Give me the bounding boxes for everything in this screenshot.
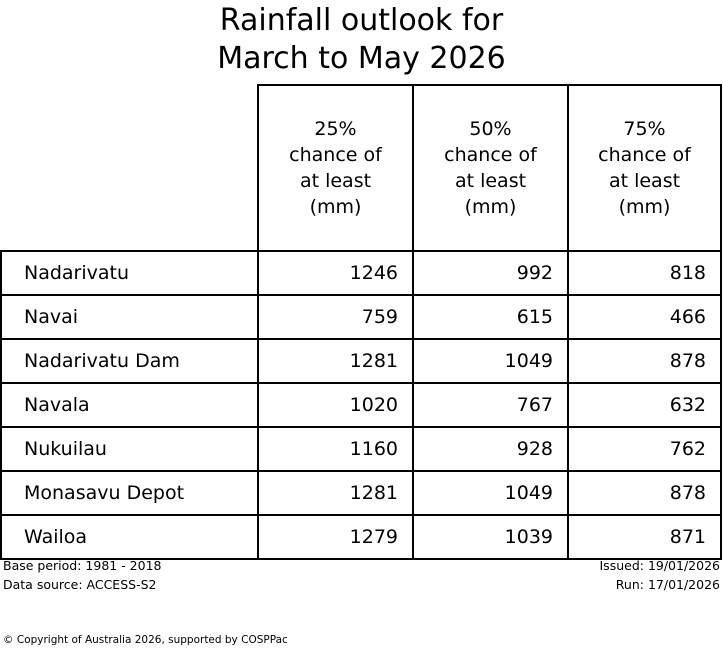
location-name: Nukuilau: [1, 427, 258, 471]
table-corner-cell: [1, 85, 258, 251]
table-body: [1, 251, 721, 559]
table-row: [1, 383, 721, 427]
table-row: [1, 515, 721, 559]
value-75: 762: [568, 427, 721, 471]
value-25: 1246: [258, 251, 413, 295]
value-50: 1049: [413, 471, 568, 515]
value-75: 818: [568, 251, 721, 295]
table-row: [1, 339, 721, 383]
page-title-line-1: Rainfall outlook for: [219, 3, 504, 38]
value-50: 1039: [413, 515, 568, 559]
column-header-25: 25% chance of at least (mm): [258, 85, 413, 251]
value-25: 1279: [258, 515, 413, 559]
value-25: 1020: [258, 383, 413, 427]
footer-row-2: [0, 575, 723, 594]
column-header-50: 50% chance of at least (mm): [413, 85, 568, 251]
value-75: 871: [568, 515, 721, 559]
value-50: 767: [413, 383, 568, 427]
table-header-row: [1, 85, 721, 251]
footer-row-1: [0, 556, 723, 575]
table-row: [1, 251, 721, 295]
column-header-75: 75% chance of at least (mm): [568, 85, 721, 251]
value-75: 878: [568, 339, 721, 383]
location-name: Wailoa: [1, 515, 258, 559]
table-row: [1, 295, 721, 339]
value-25: 1160: [258, 427, 413, 471]
rainfall-outlook-table: [0, 84, 722, 560]
location-name: Navala: [1, 383, 258, 427]
location-name: Monasavu Depot: [1, 471, 258, 515]
table-row: [1, 427, 721, 471]
value-25: 1281: [258, 339, 413, 383]
location-name: Nadarivatu Dam: [1, 339, 258, 383]
page-title-line-2: March to May 2026: [217, 41, 506, 76]
value-25: 1281: [258, 471, 413, 515]
value-75: 632: [568, 383, 721, 427]
location-name: Nadarivatu: [1, 251, 258, 295]
value-75: 466: [568, 295, 721, 339]
issued-date-text: Issued: 19/01/2026: [599, 558, 720, 573]
value-50: 615: [413, 295, 568, 339]
value-75: 878: [568, 471, 721, 515]
run-date-text: Run: 17/01/2026: [615, 577, 720, 592]
page-title: [0, 0, 723, 78]
value-50: 992: [413, 251, 568, 295]
data-source-text: Data source: ACCESS-S2: [3, 577, 157, 592]
footer: [0, 556, 723, 594]
location-name: Navai: [1, 295, 258, 339]
value-50: 928: [413, 427, 568, 471]
base-period-text: Base period: 1981 - 2018: [3, 558, 162, 573]
copyright-text: © Copyright of Australia 2026, supported by COSPPac: [3, 634, 288, 646]
outlook-table-container: [0, 84, 723, 560]
value-50: 1049: [413, 339, 568, 383]
value-25: 759: [258, 295, 413, 339]
table-row: [1, 471, 721, 515]
